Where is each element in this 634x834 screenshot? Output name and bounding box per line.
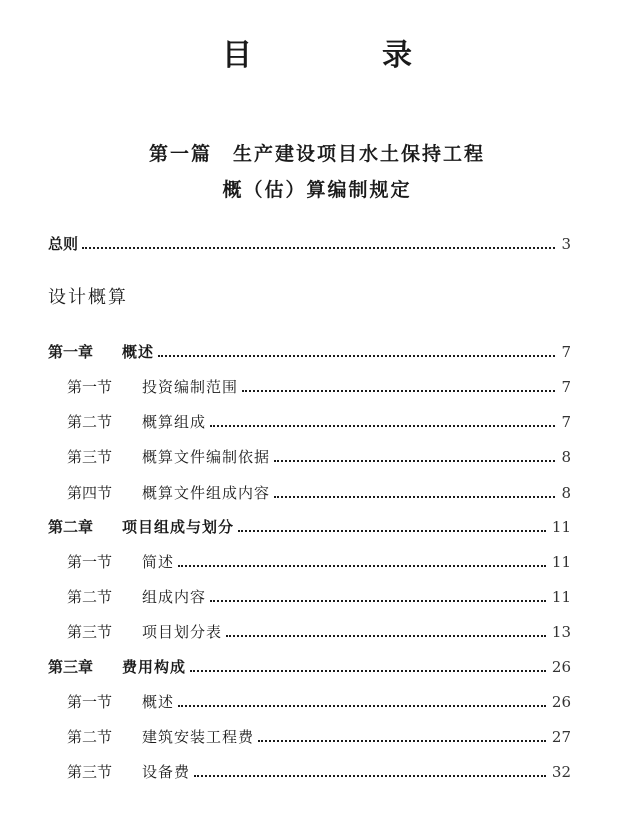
chapter-number: 第一章 [48,343,94,361]
toc-entry-label: 总则 [48,235,79,253]
section-title: 简述 [142,553,175,571]
toc-entry-label [67,622,222,642]
toc-entry-label [67,412,206,432]
toc-page-number: 26 [551,693,571,711]
toc-page-number: 26 [551,658,571,676]
part-subtitle: 概（估）算编制规定 [222,179,412,201]
toc-section-entry[interactable] [67,688,571,712]
section-number: 第三节 [67,448,113,466]
toc-entry-label [67,483,270,503]
toc-section-entry[interactable] [67,408,571,432]
toc-section-entry[interactable] [67,373,571,397]
section-number: 第三节 [67,763,113,781]
toc-page-number: 27 [551,728,571,746]
section-title: 概述 [142,693,175,711]
dot-leader [226,635,546,637]
part-title: 第一篇 生产建设项目水土保持工程 [148,143,485,165]
chapter-number: 第三章 [48,658,94,676]
section-number: 第二节 [67,413,113,431]
dot-leader [210,600,546,602]
toc-section-entry[interactable] [67,479,571,503]
section-number: 第二节 [67,588,113,606]
section-title: 投资编制范围 [142,378,239,396]
section-title: 项目划分表 [142,623,223,641]
toc-section-entry[interactable] [67,758,571,782]
toc-entry-label [67,552,174,572]
section-number: 第一节 [67,378,113,396]
section-number: 第一节 [67,553,113,571]
toc-entry-label [67,692,174,712]
section-number: 第二节 [67,728,113,746]
chapter-number: 第二章 [48,518,94,536]
toc-section-entry[interactable] [67,443,571,467]
toc-entry-label [48,342,154,362]
toc-entry-label [67,587,206,607]
toc-page-number: 13 [551,623,571,641]
dot-leader [158,355,555,357]
toc-page-number: 11 [551,518,571,536]
section-title: 概算文件编制依据 [142,448,271,466]
dot-leader [258,740,546,742]
toc-section-entry[interactable] [67,618,571,642]
toc-entry-general[interactable] [48,230,571,254]
dot-leader [82,247,555,249]
chapter-title: 费用构成 [122,658,187,676]
toc-entry-label [67,727,254,747]
toc-chapter-entry[interactable] [48,338,571,362]
toc-page-number: 11 [551,588,571,606]
dot-leader [238,530,546,532]
toc-page-number: 32 [551,763,571,781]
section-heading: 设计概算 [48,287,128,308]
toc-page-number: 3 [561,235,571,253]
chapter-title: 项目组成与划分 [122,518,235,536]
dot-leader [274,460,555,462]
section-number: 第三节 [67,623,113,641]
toc-chapter-entry[interactable] [48,513,571,537]
toc-entry-label [67,377,238,397]
dot-leader [242,390,555,392]
dot-leader [178,705,546,707]
toc-page-number: 8 [561,484,571,502]
chapter-title: 概述 [122,343,155,361]
toc-section-entry[interactable] [67,583,571,607]
section-number: 第一节 [67,693,113,711]
toc-entry-label [48,657,186,677]
toc-page-number: 8 [561,448,571,466]
dot-leader [274,496,555,498]
toc-entry-label [67,447,270,467]
toc-page-number: 7 [561,378,571,396]
toc-entry-label [67,762,190,782]
toc-page-number: 11 [551,553,571,571]
section-number: 第四节 [67,484,113,502]
section-title: 组成内容 [142,588,207,606]
toc-entry-label [48,517,234,537]
toc-chapter-entry[interactable] [48,653,571,677]
toc-section-entry[interactable] [67,548,571,572]
page-title: 目 录 [222,38,462,73]
dot-leader [194,775,546,777]
dot-leader [190,670,546,672]
section-title: 概算组成 [142,413,207,431]
section-title: 建筑安装工程费 [142,728,255,746]
section-title: 设备费 [142,763,191,781]
toc-page-number: 7 [561,343,571,361]
toc-page-number: 7 [561,413,571,431]
section-title: 概算文件组成内容 [142,484,271,502]
dot-leader [210,425,555,427]
toc-section-entry[interactable] [67,723,571,747]
dot-leader [178,565,546,567]
